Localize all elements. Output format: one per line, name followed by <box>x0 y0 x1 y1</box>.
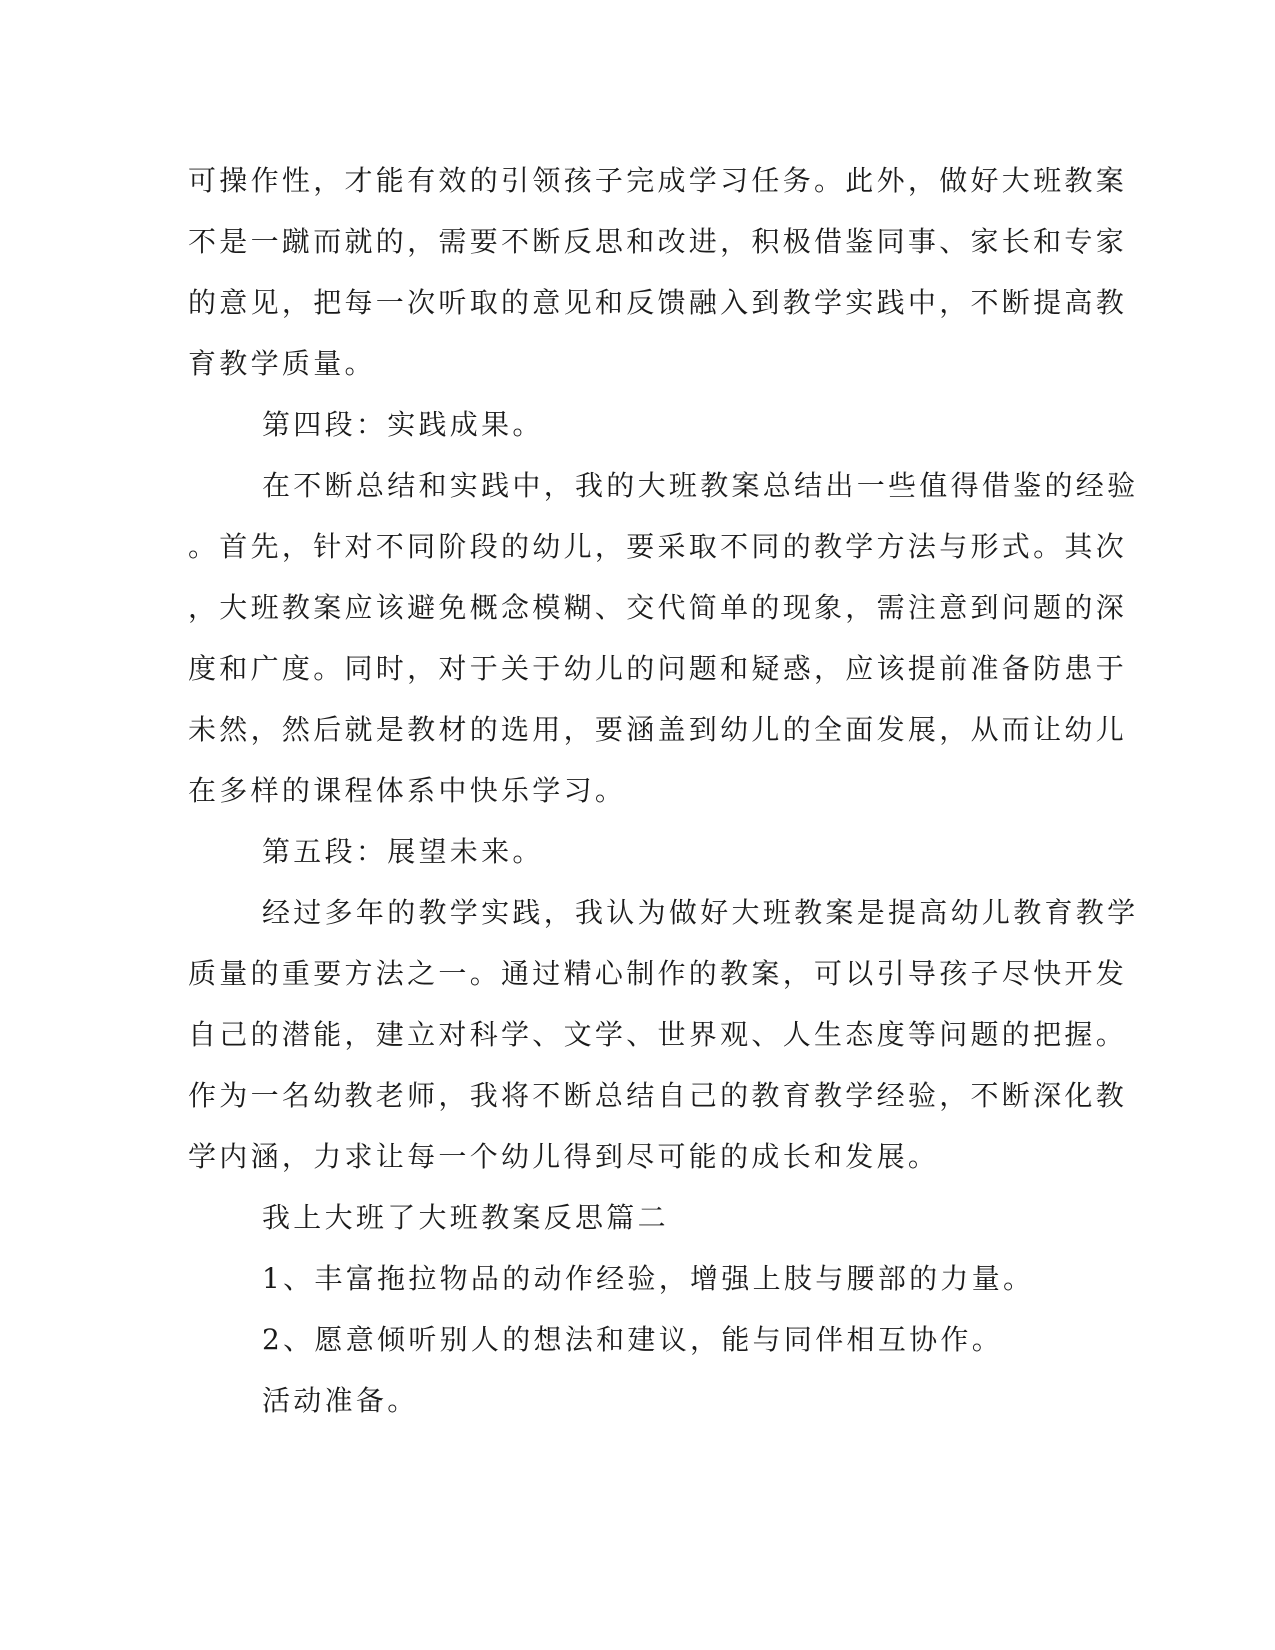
heading-line: 第五段：展望未来。 <box>262 835 544 868</box>
text-line: 自己的潜能，建立对科学、文学、世界观、人生态度等问题的把握。 <box>188 1018 1128 1051</box>
article-subtitle <box>188 1187 1068 1248</box>
section-heading-5 <box>188 821 1068 882</box>
paragraph-outlook <box>188 882 1139 1187</box>
text-line: 学内涵，力求让每一个幼儿得到尽可能的成长和发展。 <box>188 1140 940 1173</box>
goal-item-1 <box>188 1248 1068 1309</box>
text-line: 。首先，针对不同阶段的幼儿，要采取不同的教学方法与形式。其次 <box>188 530 1128 563</box>
list-item: 2、愿意倾听别人的想法和建议，能与同伴相互协作。 <box>262 1323 1004 1356</box>
goal-item-2 <box>188 1309 1068 1370</box>
text-line: 未然，然后就是教材的选用，要涵盖到幼儿的全面发展，从而让幼儿 <box>188 713 1128 746</box>
paragraph-continuation <box>188 150 1128 394</box>
paragraph-practice-results <box>188 455 1139 821</box>
heading-line: 我上大班了大班教案反思篇二 <box>262 1201 669 1234</box>
text-line: 在多样的课程体系中快乐学习。 <box>188 774 627 807</box>
text-line: 在不断总结和实践中，我的大班教案总结出一些值得借鉴的经验 <box>262 469 1139 502</box>
text-line: 度和广度。同时，对于关于幼儿的问题和疑惑，应该提前准备防患于 <box>188 652 1128 685</box>
section-heading-4 <box>188 394 1068 455</box>
text-line: 不是一蹴而就的，需要不断反思和改进，积极借鉴同事、家长和专家 <box>188 225 1128 258</box>
heading-line: 第四段：实践成果。 <box>262 408 544 441</box>
text-line: ，大班教案应该避免概念模糊、交代简单的现象，需注意到问题的深 <box>188 591 1128 624</box>
text-line: 经过多年的教学实践，我认为做好大班教案是提高幼儿教育教学 <box>262 896 1139 929</box>
list-item: 1、丰富拖拉物品的动作经验，增强上肢与腰部的力量。 <box>262 1262 1035 1295</box>
activity-preparation-heading <box>188 1370 1068 1431</box>
document-body <box>188 150 1139 1431</box>
text-line: 的意见，把每一次听取的意见和反馈融入到教学实践中，不断提高教 <box>188 286 1128 319</box>
text-line: 质量的重要方法之一。通过精心制作的教案，可以引导孩子尽快开发 <box>188 957 1128 990</box>
text-line: 可操作性，才能有效的引领孩子完成学习任务。此外，做好大班教案 <box>188 164 1128 197</box>
text-line: 作为一名幼教老师，我将不断总结自己的教育教学经验，不断深化教 <box>188 1079 1128 1112</box>
heading-line: 活动准备。 <box>262 1384 419 1417</box>
text-line: 育教学质量。 <box>188 347 376 380</box>
